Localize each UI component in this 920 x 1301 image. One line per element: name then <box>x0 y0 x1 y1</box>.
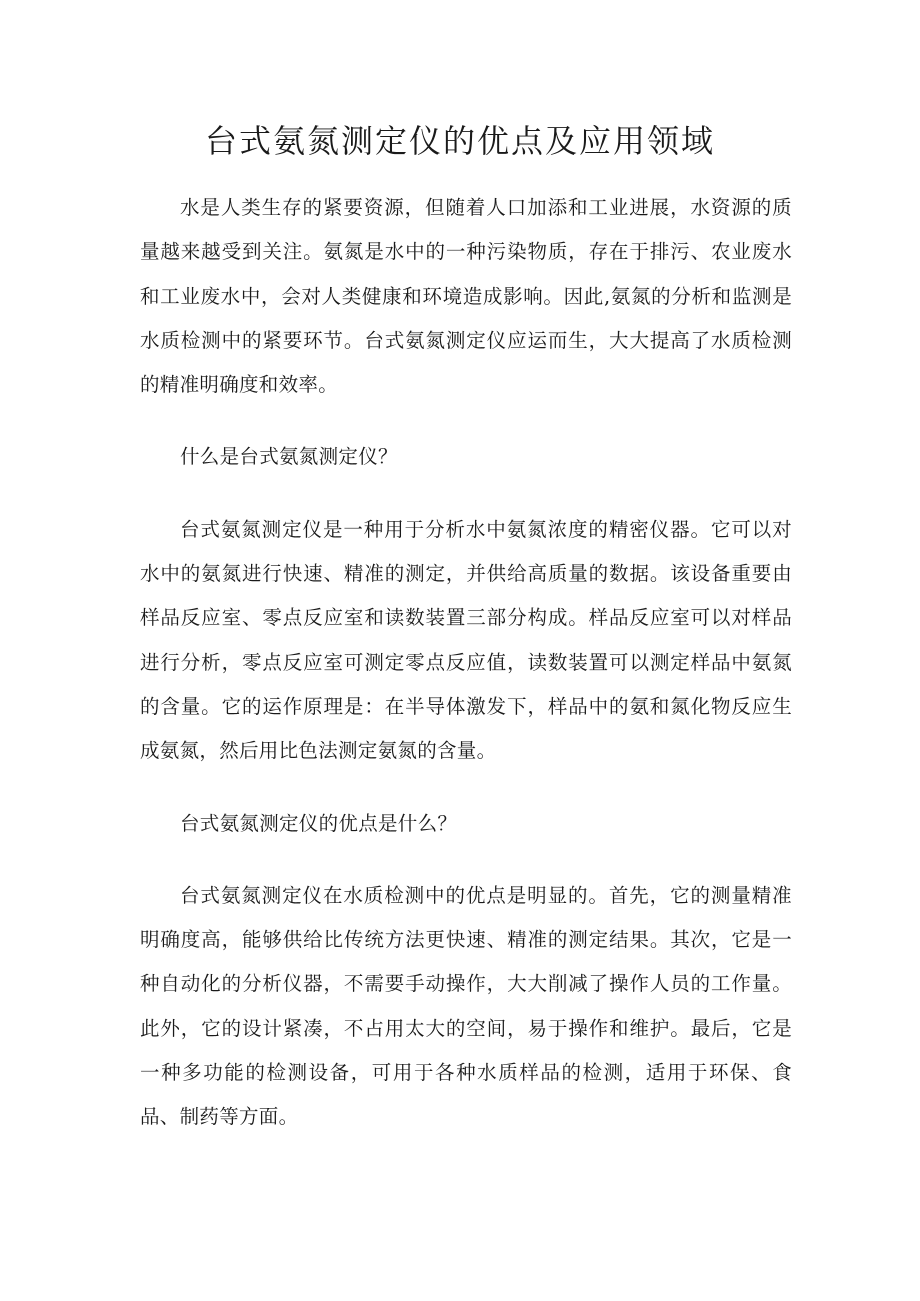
paragraph-gap <box>140 407 792 435</box>
paragraph-gap <box>140 846 792 874</box>
paragraph-advantages: 台式氨氮测定仪在水质检测中的优点是明显的。首先，它的测量精准明确度高，能够供给比传统方法更快速、精准的测定结果。其次，它是一种自动化的分析仪器，不需要手动操作，大大削减了操作人员的工作量。此外，它的设计紧凑，不占用太大的空间，易于操作和维护。最后，它是一种多功能的检测设备，可用于各种水质样品的检测，适用于环保、食品、制药等方面。 <box>140 883 792 1129</box>
heading-what-is: 什么是台式氨氮测定仪？ <box>180 445 398 469</box>
heading-advantages: 台式氨氮测定仪的优点是什么？ <box>180 811 458 835</box>
paragraph-gap <box>140 774 792 802</box>
paragraph-intro: 水是人类生存的紧要资源，但随着人口加添和工业进展，水资源的质量越来越受到关注。氨氮是水中的一种污染物质，存在于排污、农业废水和工业废水中，会对人类健康和环境造成影响。因此,氨氮的分析和监测是水质检测中的紧要环节。台式氨氮测定仪应运而生，大大提高了水质检测的精准明确度和效率。 <box>140 196 792 397</box>
document-body <box>140 186 792 1140</box>
paragraph-gap <box>140 480 792 508</box>
paragraph-definition: 台式氨氮测定仪是一种用于分析水中氨氮浓度的精密仪器。它可以对水中的氨氮进行快速、精准的测定，并供给高质量的数据。该设备重要由样品反应室、零点反应室和读数装置三部分构成。样品反应室可以对样品进行分析，零点反应室可测定零点反应值，读数装置可以测定样品中氨氮的含量。它的运作原理是：在半导体激发下，样品中的氨和氮化物反应生成氨氮，然后用比色法测定氨氮的含量。 <box>140 517 792 763</box>
document-title: 台式氨氮测定仪的优点及应用领域 <box>204 122 715 160</box>
